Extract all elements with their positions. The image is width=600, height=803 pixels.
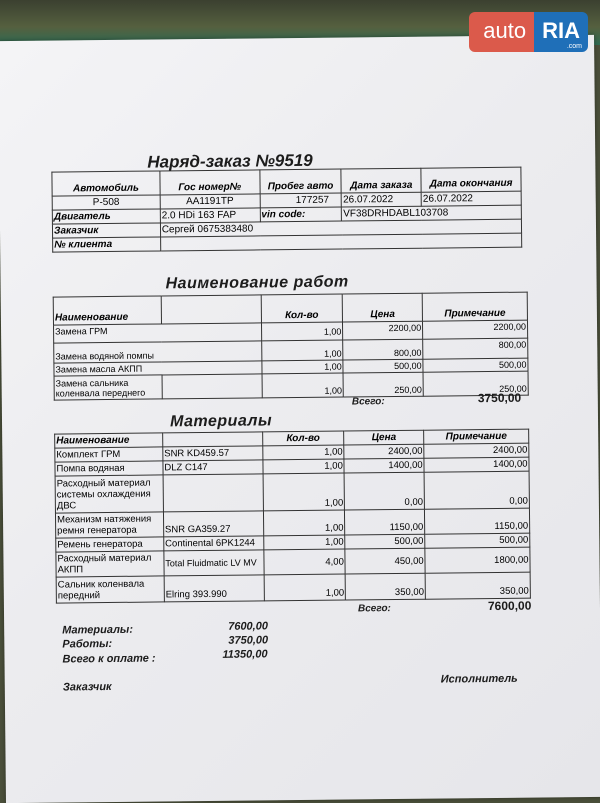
- works-hdr-empty: [161, 295, 261, 324]
- val-engine: 2.0 HDi 163 FAP: [160, 208, 260, 223]
- works-row-note: 250,00: [423, 371, 528, 396]
- materials-row-sum: 350,00: [425, 572, 530, 599]
- materials-row-qty: 1,00: [263, 535, 345, 550]
- works-row-qty: 1,00: [261, 360, 343, 374]
- materials-title: Материалы: [169, 412, 273, 431]
- order-document: [0, 35, 600, 803]
- header-table: [51, 167, 522, 253]
- summary-grand-value: 11350,00: [222, 648, 268, 661]
- val-client-no: [160, 233, 521, 251]
- materials-row-part: SNR KD459.57: [163, 446, 263, 461]
- works-total: 3750,00: [477, 390, 522, 406]
- materials-total-label: Всего:: [357, 603, 391, 615]
- materials-row-part: Elring 393.990: [164, 575, 264, 602]
- summary-materials-label: Материалы:: [62, 623, 134, 637]
- materials-row-sum: 1400,00: [424, 457, 529, 472]
- materials-total: 7600,00: [487, 598, 532, 614]
- materials-row-price: 350,00: [345, 573, 425, 600]
- works-hdr-note: Примечание: [422, 292, 527, 321]
- works-row-price: 500,00: [343, 359, 423, 373]
- hdr-plate: Гос номер№: [160, 170, 260, 195]
- sign-executor: Исполнитель: [440, 672, 518, 686]
- works-row-price: 250,00: [343, 372, 423, 397]
- works-row-note: 800,00: [423, 338, 528, 359]
- materials-row-price: 2400,00: [344, 444, 424, 459]
- materials-row-part: Continental 6PK1244: [164, 536, 264, 551]
- hdr-date-order: Дата заказа: [341, 168, 421, 193]
- materials-row-name: Расходный материал АКПП: [56, 551, 164, 577]
- works-row-name: Замена сальника коленвала переднего: [54, 375, 162, 400]
- materials-hdr-empty: [162, 432, 262, 447]
- works-row-name: Замена масла АКПП: [54, 361, 262, 376]
- val-date-end: 26.07.2022: [421, 191, 521, 206]
- materials-row-name: Помпа водяная: [55, 461, 163, 476]
- materials-row-sum: 1150,00: [425, 508, 530, 534]
- val-mileage: 177257: [260, 193, 342, 208]
- materials-hdr-qty: Кол-во: [262, 431, 344, 446]
- materials-row-qty: 1,00: [263, 459, 345, 474]
- materials-row-part: Total Fluidmatic LV MV: [164, 550, 264, 576]
- val-plate: AA1191TP: [160, 194, 260, 209]
- works-row-name: Замена ГРМ: [54, 323, 262, 343]
- materials-row-qty: 1,00: [263, 510, 345, 536]
- works-hdr-price: Цена: [342, 293, 422, 322]
- materials-row-name: Ремень генератора: [56, 537, 164, 552]
- table-row: [55, 471, 529, 513]
- summary-works-label: Работы:: [62, 637, 113, 651]
- val-car: P-508: [52, 195, 160, 210]
- works-hdr-qty: Кол-во: [261, 294, 343, 323]
- logo-auto-text: auto: [469, 12, 534, 52]
- materials-row-name: Расходный материал системы охлаждения ДВС: [55, 475, 163, 513]
- materials-hdr-name: Наименование: [55, 433, 163, 448]
- label-client-no: № клиента: [53, 237, 161, 252]
- autoria-logo[interactable]: [469, 12, 588, 52]
- label-engine: Двигатель: [52, 209, 160, 224]
- materials-row-name: Сальник коленвала передний: [56, 576, 164, 603]
- table-row: [56, 572, 530, 603]
- materials-row-part: SNR GA359.27: [163, 511, 263, 537]
- materials-row-sum: 0,00: [424, 471, 529, 509]
- works-hdr-name: Наименование: [53, 296, 161, 325]
- materials-row-sum: 1800,00: [425, 547, 530, 573]
- materials-hdr-price: Цена: [344, 430, 424, 445]
- document-title: Наряд-заказ №9519: [147, 150, 313, 172]
- hdr-date-end: Дата окончания: [421, 167, 521, 192]
- sign-customer: Заказчик: [62, 680, 112, 694]
- works-row-price: 2200,00: [343, 321, 423, 340]
- summary-works-value: 3750,00: [228, 634, 269, 647]
- materials-row-sum: 2400,00: [424, 443, 529, 458]
- works-row-note: 500,00: [423, 358, 528, 372]
- materials-row-price: 500,00: [345, 534, 425, 549]
- works-row-qty: 1,00: [261, 340, 343, 361]
- works-total-label: Всего:: [351, 396, 385, 408]
- materials-row-price: 1400,00: [344, 458, 424, 473]
- materials-row-name: Комплект ГРМ: [55, 447, 163, 462]
- materials-row-qty: 1,00: [264, 574, 346, 601]
- works-row-qty: 1,00: [262, 373, 344, 398]
- materials-row-sum: 500,00: [425, 533, 530, 548]
- materials-row-price: 450,00: [345, 548, 425, 574]
- materials-row-qty: 1,00: [262, 445, 344, 460]
- works-table: [53, 292, 529, 401]
- logo-ria-text: RIA .com: [534, 12, 588, 52]
- materials-row-qty: 1,00: [263, 473, 345, 511]
- materials-table: [54, 429, 531, 604]
- works-title: Наименование работ: [165, 273, 349, 293]
- hdr-mileage: Пробег авто: [259, 169, 341, 194]
- materials-row-name: Механизм натяжения ремня генератора: [55, 512, 163, 538]
- works-row-name: Замена водяной помпы: [54, 341, 262, 363]
- val-customer: Сергей 0675383480: [160, 219, 521, 237]
- label-customer: Заказчик: [52, 223, 160, 238]
- works-row-qty: 1,00: [261, 322, 343, 341]
- materials-hdr-note: Примечание: [424, 429, 529, 444]
- works-row-price: 800,00: [343, 339, 423, 360]
- summary-grand-label: Всего к оплате :: [62, 652, 156, 666]
- label-vin: vin code:: [260, 207, 342, 222]
- materials-row-price: 1150,00: [345, 509, 425, 535]
- works-row-note: 2200,00: [423, 320, 528, 339]
- val-vin: VF38DRHDABL103708: [342, 205, 522, 221]
- materials-row-qty: 4,00: [263, 549, 345, 575]
- materials-row-part: [163, 474, 263, 512]
- summary-materials-value: 7600,00: [228, 620, 268, 633]
- materials-row-part: DLZ C147: [163, 460, 263, 475]
- hdr-car: Автомобиль: [52, 171, 160, 196]
- materials-row-price: 0,00: [344, 472, 424, 510]
- table-row: [54, 371, 528, 400]
- works-row-empty: [162, 374, 262, 399]
- val-date-order: 26.07.2022: [341, 192, 421, 207]
